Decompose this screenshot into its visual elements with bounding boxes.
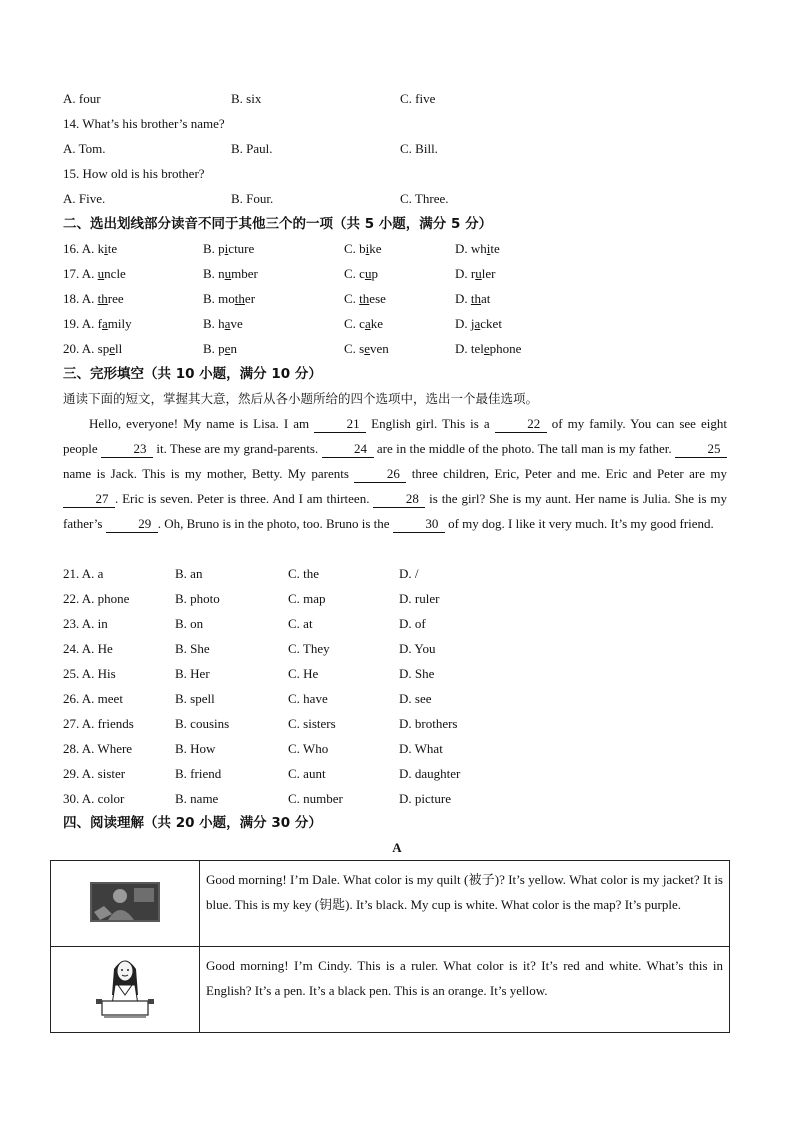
- option-c: [344, 240, 382, 258]
- option-a: A. Tom.: [63, 141, 106, 156]
- option-c: C. the: [288, 566, 320, 581]
- underlined-letters: e: [224, 341, 231, 356]
- option-b: B. Her: [175, 666, 210, 681]
- underlined-letters: e: [109, 341, 116, 356]
- underlined-letters: u: [224, 266, 232, 281]
- option-d: D. She: [399, 666, 435, 681]
- passage-text: of my dog. I like it very much. It’s my good friend.: [444, 516, 714, 531]
- underlined-letters: i: [104, 241, 108, 256]
- word-part: phone: [489, 341, 522, 356]
- option-d: D. brothers: [399, 716, 458, 731]
- word-part: B. h: [203, 316, 225, 331]
- option-a: 29. A. sister: [63, 766, 126, 781]
- option-d: D. daughter: [399, 766, 461, 781]
- cloze-blank: 22: [495, 416, 547, 433]
- word-part: cture: [228, 241, 255, 256]
- cloze-blank: 27: [63, 491, 115, 508]
- section-2-title: 二、选出划线部分读音不同于其他三个的一项（共 5 小题，满分 5 分）: [63, 216, 493, 232]
- section-3-title: 三、完形填空（共 10 小题，满分 10 分）: [63, 366, 322, 382]
- word-part: n: [230, 341, 237, 356]
- word-part: C. b: [344, 241, 366, 256]
- option-a: 25. A. His: [63, 666, 116, 681]
- option-c: [344, 340, 389, 358]
- dale-text: Good morning! I’m Dale. What color is my quilt (被子)? It’s yellow. What color is my jacket? It is blue. This is my key (钥匙). It’s black. My cup is white. What color is the map? It’s purple.: [200, 861, 730, 947]
- underlined-letters: th: [470, 291, 482, 306]
- option-b: B. an: [175, 566, 203, 581]
- passage-text: English girl. This is a: [366, 416, 495, 431]
- cindy-text: Good morning! I’m Cindy. This is a ruler. What color is it? It’s red and white. What’s this in English? It’s a pen. It’s a black pen. This is an orange. It’s yellow.: [200, 947, 730, 1033]
- option-b: B. on: [175, 616, 204, 631]
- reading-row-dale: [51, 861, 730, 947]
- option-d: D. You: [399, 641, 436, 656]
- section-4-title: 四、阅读理解（共 20 小题，满分 30 分）: [63, 815, 322, 831]
- option-c: C. Three.: [400, 191, 449, 206]
- passage-text: . Eric is seven. Peter is three. And I am thirteen.: [115, 491, 374, 506]
- option-a: 30. A. color: [63, 791, 125, 806]
- option-b: B. friend: [175, 766, 222, 781]
- word-part: p: [371, 266, 378, 281]
- option-d: [455, 340, 521, 358]
- word-part: mber: [231, 266, 258, 281]
- option-d: [455, 240, 500, 258]
- cindy-photo: [51, 947, 200, 1033]
- underlined-letters: u: [364, 266, 372, 281]
- passage-text: are in the middle of the photo. The tall man is my father.: [373, 441, 675, 456]
- option-c: C. They: [288, 641, 330, 656]
- option-a: [63, 340, 122, 358]
- word-part: C.: [344, 291, 360, 306]
- passage-text: . Oh, Bruno is in the photo, too. Bruno is the: [157, 516, 393, 531]
- option-b: B. spell: [175, 691, 215, 706]
- word-part: B. p: [203, 241, 225, 256]
- option-a: 26. A. meet: [63, 691, 123, 706]
- passage-text: it. These are my grand-parents.: [153, 441, 322, 456]
- option-d: D. picture: [399, 791, 451, 806]
- option-d: [455, 315, 502, 333]
- word-part: k: [97, 241, 105, 256]
- option-a: [63, 290, 124, 308]
- word-part: ll: [115, 341, 123, 356]
- underlined-letters: th: [234, 291, 245, 306]
- underlined-letters: a: [102, 316, 108, 331]
- dale-photo: [51, 861, 200, 947]
- word-part: C. c: [344, 316, 365, 331]
- word-part: f: [97, 316, 103, 331]
- word-part: sp: [97, 341, 110, 356]
- passage-text: three children, Eric, Peter and me. Eric and Peter are my: [406, 466, 728, 481]
- word-part: ese: [369, 291, 386, 306]
- passage-text: of my family. You can see eight people: [63, 416, 727, 456]
- cindy-girl-icon: [90, 955, 160, 1021]
- underlined-letters: a: [224, 316, 231, 331]
- word-part: D.: [455, 291, 471, 306]
- cloze-blank: 21: [314, 416, 366, 433]
- option-d: D. see: [399, 691, 432, 706]
- option-a: A. four: [63, 91, 101, 106]
- option-b: B. six: [231, 91, 262, 106]
- option-c: C. at: [288, 616, 313, 631]
- question-number: 20. A.: [63, 341, 95, 356]
- option-d: [455, 265, 495, 283]
- option-c: C. have: [288, 691, 328, 706]
- option-d: D. /: [399, 566, 419, 581]
- question-14: 14. What’s his brother’s name?: [63, 116, 225, 131]
- passage-text: Hello, everyone! My name is Lisa. I am: [89, 416, 315, 431]
- question-number: 19. A.: [63, 316, 95, 331]
- passage-text: is the girl? She is my aunt. Her name is Julia. She is my father’s: [63, 491, 728, 531]
- cloze-blank: 23: [101, 441, 153, 458]
- option-c: C. map: [288, 591, 326, 606]
- option-c: C. He: [288, 666, 319, 681]
- option-b: [203, 340, 237, 358]
- question-number: 17. A.: [63, 266, 95, 281]
- reading-table: [50, 860, 730, 1033]
- option-c: [344, 265, 378, 283]
- section-3-instruction: 通读下面的短文，掌握其大意，然后从各小题所给的四个选项中，选出一个最佳选项。: [63, 391, 539, 406]
- reading-row-cindy: [51, 947, 730, 1033]
- cloze-blank: 24: [322, 441, 374, 458]
- option-c: C. aunt: [288, 766, 326, 781]
- option-a: [63, 265, 126, 283]
- option-a: 24. A. He: [63, 641, 113, 656]
- word-part: te: [490, 241, 500, 256]
- word-part: D. r: [455, 266, 476, 281]
- option-d: [455, 290, 490, 308]
- option-c: C. Bill.: [400, 141, 438, 156]
- underlined-letters: th: [359, 291, 370, 306]
- word-part: ncle: [104, 266, 126, 281]
- word-part: D. wh: [455, 241, 487, 256]
- word-part: D. tel: [455, 341, 484, 356]
- option-b: B. photo: [175, 591, 220, 606]
- underlined-letters: e: [483, 341, 490, 356]
- option-b: B. Four.: [231, 191, 274, 206]
- underlined-letters: e: [364, 341, 371, 356]
- word-part: D. j: [455, 316, 475, 331]
- option-a: 23. A. in: [63, 616, 108, 631]
- option-a: [63, 240, 117, 258]
- option-c: [344, 290, 386, 308]
- option-b: B. Paul.: [231, 141, 273, 156]
- word-part: C. c: [344, 266, 365, 281]
- option-b: B. She: [175, 641, 210, 656]
- underlined-letters: th: [97, 291, 108, 306]
- option-d: D. What: [399, 741, 443, 756]
- word-part: te: [107, 241, 118, 256]
- word-part: ke: [369, 241, 382, 256]
- cloze-blank: 29: [106, 516, 158, 533]
- word-part: B. mo: [203, 291, 235, 306]
- option-c: C. Who: [288, 741, 329, 756]
- word-part: B. p: [203, 341, 225, 356]
- word-part: ke: [370, 316, 384, 331]
- option-a: 28. A. Where: [63, 741, 133, 756]
- word-part: ree: [107, 291, 124, 306]
- option-c: C. number: [288, 791, 343, 806]
- option-d: D. of: [399, 616, 426, 631]
- question-number: 16. A.: [63, 241, 95, 256]
- cloze-blank: 30: [393, 516, 445, 533]
- word-part: ler: [481, 266, 496, 281]
- underlined-letters: i: [486, 241, 491, 256]
- cloze-blank: 25: [675, 441, 727, 458]
- underlined-letters: a: [474, 316, 481, 331]
- word-part: B. n: [203, 266, 225, 281]
- option-b: B. How: [175, 741, 216, 756]
- word-part: at: [481, 291, 491, 306]
- word-part: C. s: [344, 341, 365, 356]
- option-b: B. name: [175, 791, 219, 806]
- cloze-passage: [63, 411, 727, 536]
- option-b: B. cousins: [175, 716, 230, 731]
- passage-a-label: A: [392, 840, 402, 855]
- underlined-letters: u: [97, 266, 105, 281]
- option-a: 21. A. a: [63, 566, 104, 581]
- cloze-blank: 28: [373, 491, 425, 508]
- question-number: 18. A.: [63, 291, 95, 306]
- underlined-letters: a: [364, 316, 371, 331]
- word-part: ven: [370, 341, 389, 356]
- option-c: C. sisters: [288, 716, 336, 731]
- passage-text: name is Jack. This is my mother, Betty. My parents: [63, 466, 355, 481]
- option-c: [344, 315, 383, 333]
- underlined-letters: u: [475, 266, 482, 281]
- option-a: A. Five.: [63, 191, 106, 206]
- option-d: D. ruler: [399, 591, 440, 606]
- option-b: [203, 240, 254, 258]
- option-b: [203, 315, 243, 333]
- option-a: [63, 315, 132, 333]
- question-15: 15. How old is his brother?: [63, 166, 205, 181]
- underlined-letters: i: [365, 241, 370, 256]
- option-c: C. five: [400, 91, 436, 106]
- word-part: mily: [107, 316, 132, 331]
- underlined-letters: i: [224, 241, 229, 256]
- word-part: ve: [230, 316, 243, 331]
- option-b: [203, 290, 255, 308]
- option-a: 22. A. phone: [63, 591, 130, 606]
- word-part: cket: [480, 316, 502, 331]
- option-b: [203, 265, 258, 283]
- cloze-blank: 26: [354, 466, 406, 483]
- option-a: 27. A. friends: [63, 716, 134, 731]
- dale-photo-icon: [90, 882, 160, 922]
- word-part: er: [244, 291, 256, 306]
